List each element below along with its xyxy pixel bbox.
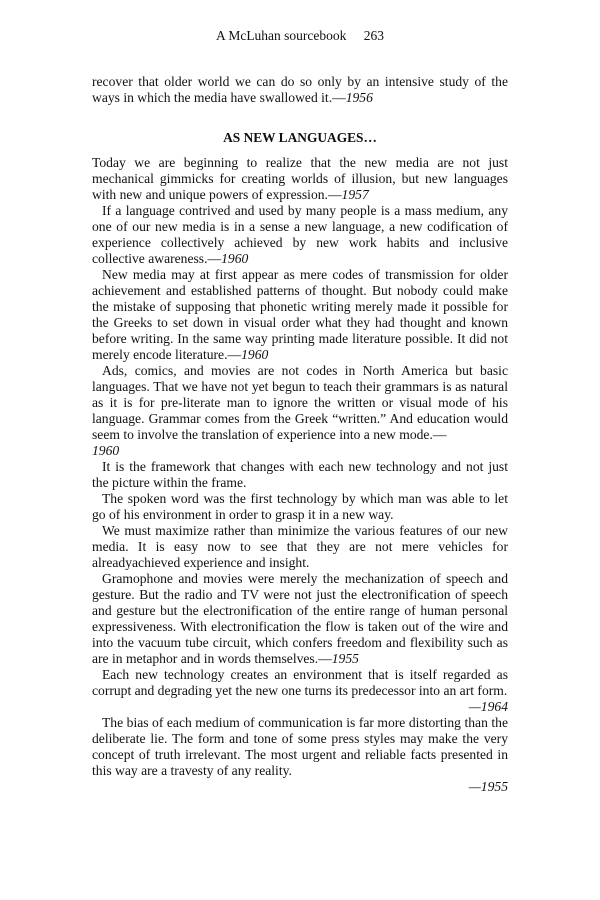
paragraph-text: It is the framework that changes with each new technology and not just the picture within the frame. [92,459,508,490]
book-title: A McLuhan sourcebook [215,28,347,43]
paragraph-text: We must maximize rather than minimize the various features of our new media. It is easy now to see that they are not mere vehicles for alreadyachieved experience and insight. [92,523,508,570]
quote-date: 1957 [341,187,369,202]
carryover-paragraph [92,74,508,106]
paragraph [92,363,508,459]
paragraph [92,459,508,491]
quote-date: 1960 [92,443,120,458]
paragraph [92,715,508,795]
paragraph-text: If a language contrived and used by many people is a mass medium, any one of our new media is in a sense a new language, a new codification of experience collectively achieved by new work habits and inclusive collective awareness.— [92,203,508,266]
paragraph [92,267,508,363]
paragraph-text: Gramophone and movies were merely the mechanization of speech and gesture. But the radio and TV were not just the electronification of speech and gesture but the electronification of the entire range of human personal expressiveness. With electronification the flow is taken out of the wire and into the vacuum tube circuit, which confers freedom and flexibility such as are in metaphor and in words themselves.— [92,571,508,666]
paragraph [92,203,508,267]
paragraph [92,523,508,571]
paragraph-text: The spoken word was the first technology by which man was able to let go of his environment in order to grasp it in a new way. [92,491,508,522]
running-head [0,27,600,45]
paragraph [92,667,508,715]
section-body [92,155,508,795]
paragraph [92,155,508,203]
paragraph-text: Today we are beginning to realize that the new media are not just mechanical gimmicks for creating worlds of illusion, but new languages with new and unique powers of expression.— [92,155,508,202]
quote-date: —1964 [468,699,508,714]
paragraph [92,491,508,523]
paragraph-text: recover that older world we can do so only by an intensive study of the ways in which the media have swallowed it.— [92,74,508,105]
section-heading: AS NEW LANGUAGES… [223,130,377,145]
quote-date: 1955 [331,651,359,666]
quote-date: 1960 [221,251,249,266]
quote-date: 1956 [345,90,373,105]
paragraph-text: New media may at first appear as mere codes of transmission for older achievement and established patterns of thought. But nobody could make the mistake of supposing that phonetic writing merely made it possible for the Greeks to set down in visual order what they had thought and known before writing. In the same way printing made literature possible. It did not merely encode literature.— [92,267,508,362]
paragraph-text: The bias of each medium of communication is far more distorting than the deliberate lie. The form and tone of some press styles may make the very concept of truth irrelevant. The most urgent and reliable facts presented in this way are a travesty of any reality. [92,715,508,778]
quote-date: 1960 [241,347,269,362]
page-number: 263 [363,28,385,43]
paragraph [92,571,508,667]
paragraph [92,74,508,106]
quote-date: —1955 [468,779,508,794]
paragraph-text: Ads, comics, and movies are not codes in North America but basic languages. That we have not yet begun to teach their grammars is as natural as it is for pre-literate man to ignore the written or visual mode of his language. Grammar comes from the Greek “written.” And education would seem to involve the translation of experience into a new mode.— [92,363,508,442]
paragraph-text: Each new technology creates an environment that is itself regarded as corrupt and degrading yet the new one turns its predecessor into an art form. [92,667,508,698]
